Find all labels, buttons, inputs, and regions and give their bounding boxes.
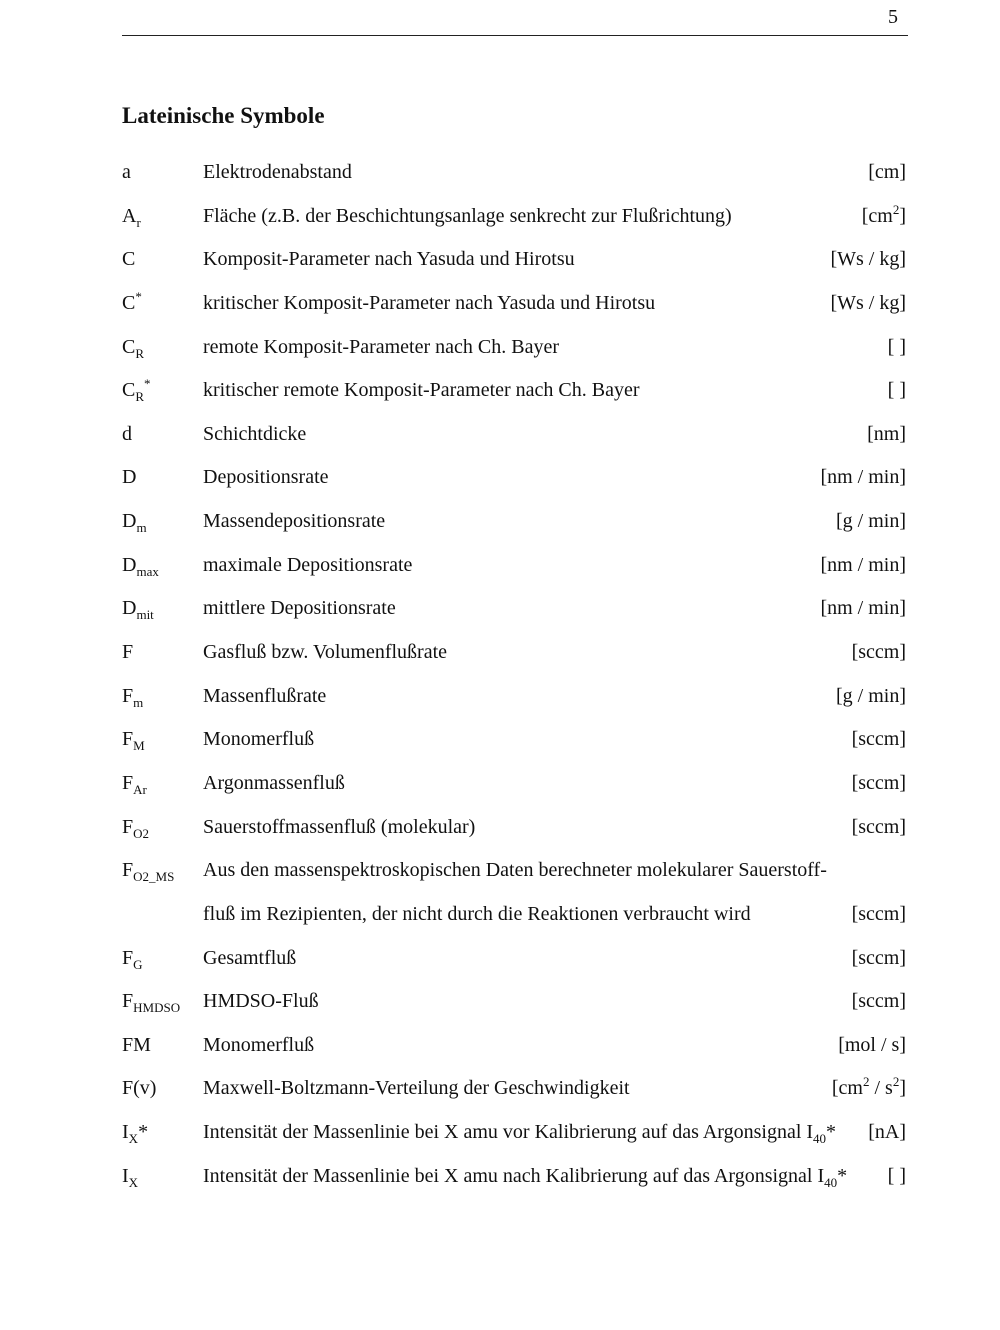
text: A	[122, 204, 137, 227]
text: C	[122, 248, 136, 271]
text: F	[122, 859, 134, 882]
symbol-row	[122, 849, 906, 893]
symbol	[122, 151, 131, 195]
text: Aus den massenspektroskopischen Daten berechneter molekularer Sauerstoff-	[203, 859, 827, 882]
description	[203, 1067, 630, 1111]
symbol	[122, 849, 174, 893]
text: [sccm]	[851, 990, 906, 1013]
header-rule	[122, 35, 908, 36]
symbol-row	[122, 1067, 906, 1111]
symbol	[122, 980, 180, 1024]
symbol-row	[122, 806, 906, 850]
subscript: m	[133, 694, 144, 710]
subscript: R	[135, 389, 145, 405]
description	[203, 1024, 314, 1068]
description	[203, 544, 412, 588]
unit	[852, 980, 906, 1024]
subscript: X	[128, 1131, 139, 1147]
symbol-row	[122, 151, 906, 195]
symbol	[122, 326, 144, 370]
unit	[852, 937, 906, 981]
text: *	[138, 1121, 149, 1144]
text: [Ws / kg]	[830, 248, 906, 271]
symbol-row	[122, 195, 906, 239]
text: Massenflußrate	[203, 684, 327, 707]
unit	[888, 1155, 906, 1199]
subscript: 40	[824, 1174, 838, 1190]
unit	[820, 587, 906, 631]
text: / s	[869, 1077, 893, 1100]
text: I	[122, 1121, 129, 1144]
text: F	[122, 990, 134, 1013]
symbol	[122, 1067, 156, 1111]
text: F	[122, 771, 134, 794]
description	[203, 893, 751, 937]
text: Maxwell-Boltzmann-Verteilung der Geschwindigkeit	[203, 1077, 630, 1100]
text: [sccm]	[851, 728, 906, 751]
symbol	[122, 675, 143, 719]
description	[203, 456, 329, 500]
text: C	[122, 379, 136, 402]
superscript: 2	[862, 1074, 870, 1090]
text: [sccm]	[851, 815, 906, 838]
unit	[888, 369, 906, 413]
text: [ ]	[887, 1164, 906, 1187]
symbol	[122, 1024, 151, 1068]
text: [g / min]	[836, 510, 906, 533]
symbol	[122, 762, 147, 806]
symbol-row	[122, 238, 906, 282]
text: *	[826, 1121, 837, 1144]
description	[203, 849, 827, 893]
subscript: O2	[133, 825, 150, 841]
text: Gesamtfluß	[203, 946, 297, 969]
text: [nm / min]	[820, 466, 906, 489]
symbol-row	[122, 675, 906, 719]
section-title: Lateinische Symbole	[122, 103, 325, 128]
text: D	[122, 597, 137, 620]
text: [nm]	[867, 422, 906, 445]
symbol-row	[122, 1111, 906, 1155]
unit	[852, 806, 906, 850]
text: Komposit-Parameter nach Yasuda und Hirotsu	[203, 248, 575, 271]
symbol	[122, 1155, 138, 1199]
unit	[852, 718, 906, 762]
description	[203, 980, 319, 1024]
description	[203, 937, 296, 981]
text: Elektrodenabstand	[203, 161, 352, 183]
text: D	[122, 553, 137, 576]
symbol-row	[122, 413, 906, 457]
unit	[852, 631, 906, 675]
unit	[852, 893, 906, 937]
symbol-row	[122, 718, 906, 762]
text: Intensität der Massenlinie bei X amu vor Kalibrierung auf das Argonsignal I	[203, 1121, 814, 1144]
text: F	[122, 728, 134, 751]
text: Sauerstoffmassenfluß (molekular)	[203, 815, 476, 838]
symbol	[122, 937, 143, 981]
text: [Ws / kg]	[830, 291, 906, 314]
text: [ ]	[887, 379, 906, 402]
text: I	[122, 1164, 129, 1187]
text: F	[122, 641, 134, 664]
text: [cm]	[868, 161, 906, 183]
superscript: *	[135, 288, 142, 304]
text: D	[122, 510, 137, 533]
description	[203, 282, 655, 326]
unit	[820, 544, 906, 588]
symbol	[122, 369, 151, 413]
symbol	[122, 413, 132, 457]
text: [sccm]	[851, 946, 906, 969]
text: kritischer Komposit-Parameter nach Yasuda und Hirotsu	[203, 291, 656, 314]
subscript: M	[133, 738, 145, 754]
symbol-row	[122, 1155, 906, 1199]
text: F	[122, 815, 134, 838]
symbol-row	[122, 980, 906, 1024]
unit	[832, 1067, 906, 1111]
unit	[868, 151, 906, 195]
text: [sccm]	[851, 902, 906, 925]
unit	[852, 762, 906, 806]
symbol	[122, 718, 145, 762]
symbol-row	[122, 762, 906, 806]
text: Depositionsrate	[203, 466, 329, 489]
symbol-row	[122, 893, 906, 937]
unit	[862, 195, 906, 239]
unit	[836, 675, 906, 719]
text: C	[122, 335, 136, 358]
text: [cm	[861, 204, 893, 227]
symbol	[122, 806, 149, 850]
text: Schichtdicke	[203, 422, 307, 445]
subscript: R	[135, 345, 145, 361]
symbol-row	[122, 1024, 906, 1068]
description	[203, 762, 345, 806]
symbol-row	[122, 326, 906, 370]
subscript: O2_MS	[133, 869, 175, 885]
symbol	[122, 631, 133, 675]
description	[203, 500, 385, 544]
symbol-row	[122, 544, 906, 588]
text: remote Komposit-Parameter nach Ch. Bayer	[203, 335, 559, 358]
symbol-row	[122, 587, 906, 631]
unit	[867, 413, 906, 457]
subscript: max	[136, 563, 159, 579]
subscript: G	[133, 956, 143, 972]
symbol-row	[122, 282, 906, 326]
text: Fläche (z.B. der Beschichtungsanlage senkrecht zur Flußrichtung)	[203, 204, 732, 227]
description	[203, 238, 575, 282]
description	[203, 587, 396, 631]
text: F(v)	[122, 1077, 157, 1100]
text: [g / min]	[836, 684, 906, 707]
description	[203, 631, 447, 675]
superscript: 2	[892, 201, 900, 217]
symbol-row	[122, 500, 906, 544]
text: Intensität der Massenlinie bei X amu nach Kalibrierung auf das Argonsignal I	[203, 1164, 825, 1187]
description	[203, 806, 475, 850]
unit	[888, 326, 906, 370]
unit	[868, 1111, 906, 1155]
text: mittlere Depositionsrate	[203, 597, 396, 620]
unit	[830, 238, 906, 282]
text: F	[122, 946, 134, 969]
text: [nA]	[868, 1121, 906, 1144]
symbol-row	[122, 937, 906, 981]
subscript: Ar	[133, 781, 147, 797]
subscript: r	[136, 214, 141, 230]
subscript: HMDSO	[133, 1000, 181, 1016]
description	[203, 326, 559, 370]
subscript: X	[128, 1174, 139, 1190]
symbol-row	[122, 631, 906, 675]
description	[203, 1111, 836, 1155]
subscript: mit	[136, 607, 154, 623]
page-number: 5	[888, 6, 898, 28]
symbol-row	[122, 369, 906, 413]
text: maximale Depositionsrate	[203, 553, 413, 576]
text: Monomerfluß	[203, 1033, 315, 1056]
description	[203, 1155, 847, 1199]
description	[203, 151, 352, 195]
symbol	[122, 544, 159, 588]
text: Argonmassenfluß	[203, 771, 345, 794]
description	[203, 413, 306, 457]
text: HMDSO-Fluß	[203, 990, 319, 1013]
text: d	[122, 422, 132, 445]
symbol	[122, 1111, 148, 1155]
symbol	[122, 456, 136, 500]
text: Monomerfluß	[203, 728, 315, 751]
text: [ ]	[887, 335, 906, 358]
symbol-list	[122, 151, 906, 1198]
text: [sccm]	[851, 641, 906, 664]
symbol	[122, 195, 141, 239]
text: C	[122, 291, 136, 314]
text: [cm	[831, 1077, 863, 1100]
text: ]	[899, 1077, 906, 1100]
superscript: *	[144, 376, 151, 392]
symbol	[122, 238, 135, 282]
text: ]	[899, 204, 906, 227]
symbol	[122, 500, 147, 544]
text: [sccm]	[851, 771, 906, 794]
text: F	[122, 684, 134, 707]
superscript: 2	[892, 1074, 900, 1090]
description	[203, 675, 326, 719]
text: Gasfluß bzw. Volumenflußrate	[203, 641, 448, 664]
text: [nm / min]	[820, 597, 906, 620]
unit	[830, 282, 906, 326]
description	[203, 369, 640, 413]
unit	[838, 1024, 906, 1068]
description	[203, 195, 732, 239]
subscript: 40	[813, 1131, 827, 1147]
text: [nm / min]	[820, 553, 906, 576]
text: D	[122, 466, 137, 489]
symbol	[122, 587, 154, 631]
text: fluß im Rezipienten, der nicht durch die Reaktionen verbraucht wird	[203, 902, 751, 925]
text: kritischer remote Komposit-Parameter nach Ch. Bayer	[203, 379, 640, 402]
text: *	[837, 1164, 848, 1187]
unit	[820, 456, 906, 500]
text: [mol / s]	[838, 1033, 906, 1056]
symbol	[122, 282, 142, 326]
unit	[836, 500, 906, 544]
text: Massendepositionsrate	[203, 510, 386, 533]
subscript: m	[136, 520, 147, 536]
text: FM	[122, 1033, 151, 1056]
text: a	[122, 161, 131, 183]
description	[203, 718, 314, 762]
symbol-row	[122, 456, 906, 500]
